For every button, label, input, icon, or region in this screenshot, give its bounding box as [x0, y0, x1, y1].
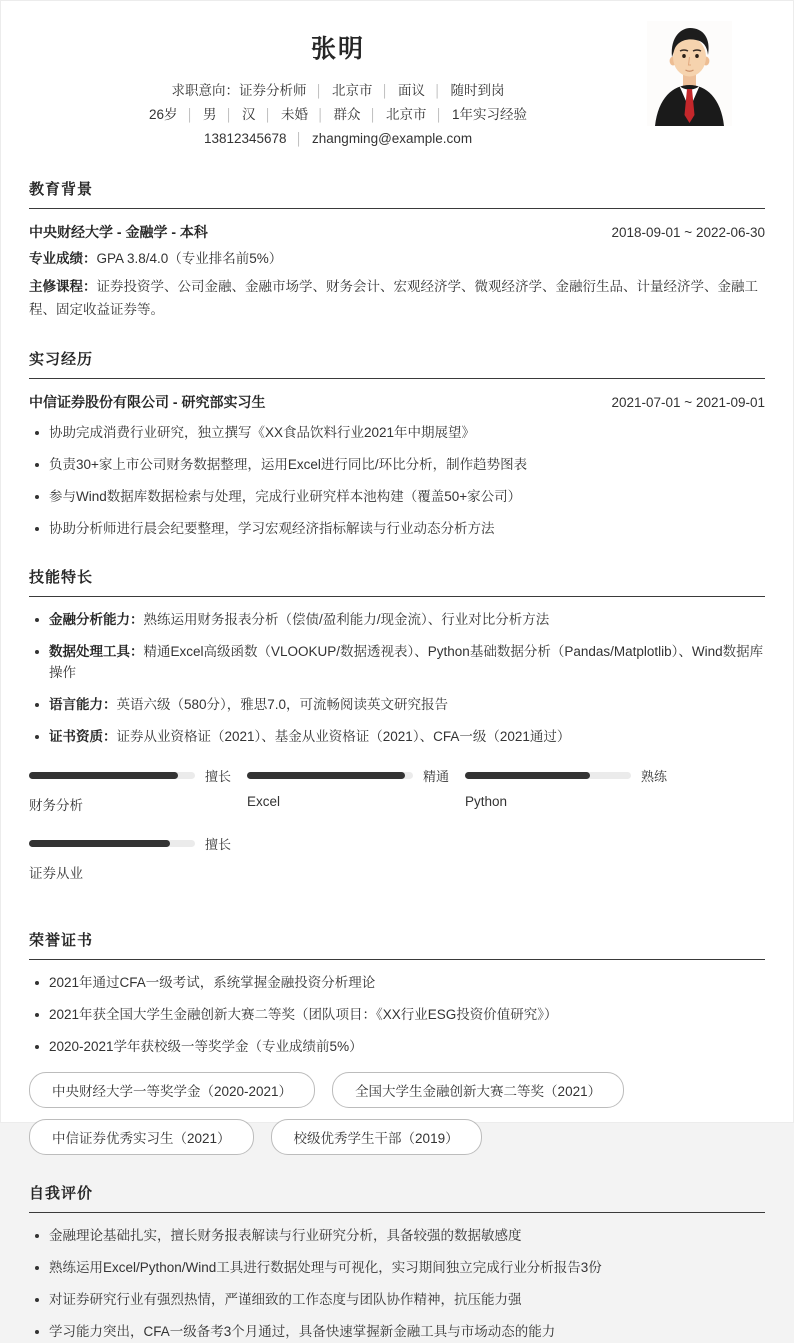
skill-bar-fill — [247, 772, 405, 779]
education-date-range: 2018-09-01 ~ 2022-06-30 — [611, 225, 765, 240]
skill-label: 语言能力： — [49, 697, 117, 713]
info-item: 北京市 — [386, 107, 427, 122]
skill-value: 精通Excel高级函数（VLOOKUP/数据透视表）、Python基础数据分析（Pandas/Matplotlib）、Wind数据库操作 — [49, 644, 764, 681]
section-title-skills: 技能特长 — [29, 566, 765, 597]
skill-value: 证券从业资格证（2021）、基金从业资格证（2021）、CFA一级（2021通过） — [116, 729, 571, 745]
separator: │ — [315, 84, 323, 98]
separator: │ — [317, 108, 325, 122]
intent-item: 证券分析师 — [239, 83, 307, 98]
honor-tag: 校级优秀学生干部（2019） — [271, 1119, 482, 1155]
skill-level-label: 熟练 — [641, 769, 668, 785]
skill-name: 财务分析 — [29, 798, 83, 814]
skill-value: 熟练运用财务报表分析（偿债/盈利能力/现金流）、行业对比分析方法 — [143, 612, 550, 628]
section-self-evaluation — [29, 1182, 765, 1343]
info-item: 26岁 — [148, 107, 178, 122]
intent-item: 随时到岗 — [450, 83, 505, 98]
header-text-block — [29, 21, 647, 151]
info-item: 未婚 — [281, 107, 308, 122]
honor-tag: 中央财经大学一等奖学金（2020-2021） — [29, 1072, 315, 1108]
list-item: 金融理论基础扎实，擅长财务报表解读与行业研究分析，具备较强的数据敏感度 — [29, 1226, 765, 1247]
skill-bar-track — [29, 840, 195, 847]
list-item: 学习能力突出，CFA一级备考3个月通过，具备快速掌握新金融工具与市场动态的能力 — [29, 1322, 765, 1343]
honors-bullet-list — [29, 973, 765, 1058]
profile-photo — [647, 21, 732, 126]
section-title-education: 教育背景 — [29, 178, 765, 209]
honor-tag: 中信证券优秀实习生（2021） — [29, 1119, 254, 1155]
skill-bar-finance — [29, 766, 247, 814]
list-item — [29, 610, 765, 631]
internship-headline: 中信证券股份有限公司 - 研究部实习生 — [29, 393, 266, 410]
list-item: 熟练运用Excel/Python/Wind工具进行数据处理与可视化，实习期间独立完成行业分析报告3份 — [29, 1258, 765, 1279]
skill-value: 英语六级（580分），雅思7.0，可流畅阅读英文研究报告 — [116, 697, 449, 713]
section-skills — [29, 566, 765, 902]
internship-date-range: 2021-07-01 ~ 2021-09-01 — [611, 394, 765, 410]
separator: │ — [295, 132, 304, 146]
separator: │ — [225, 108, 233, 122]
skill-label: 金融分析能力： — [49, 612, 144, 628]
skill-label: 数据处理工具： — [49, 644, 144, 660]
skill-level-label: 精通 — [423, 769, 450, 785]
section-internship — [29, 348, 765, 540]
list-item: 协助完成消费行业研究，独立撰写《XX食品饮料行业2021年中期展望》 — [29, 423, 765, 444]
skills-bullet-list — [29, 610, 765, 748]
skill-bar-track — [465, 772, 631, 779]
education-gpa-row — [29, 248, 765, 270]
skill-bar-fill — [29, 840, 170, 847]
honor-tag: 全国大学生金融创新大赛二等奖（2021） — [332, 1072, 624, 1108]
separator: │ — [381, 84, 389, 98]
separator: │ — [264, 108, 272, 122]
skill-bar-fill — [29, 772, 178, 779]
info-item: 男 — [203, 107, 217, 122]
intent-item: 北京市 — [332, 83, 373, 98]
info-item: 1年实习经验 — [452, 107, 528, 122]
intent-label: 求职意向： — [171, 83, 239, 98]
section-title-internship: 实习经历 — [29, 348, 765, 379]
education-row-value: GPA 3.8/4.0（专业排名前5%） — [96, 251, 283, 266]
skill-bar-track — [29, 772, 195, 779]
intent-item: 面议 — [398, 83, 425, 98]
separator: │ — [186, 108, 194, 122]
skill-label: 证书资质： — [49, 729, 117, 745]
education-headline: 中央财经大学 - 金融学 - 本科 — [29, 224, 208, 240]
resume-header — [29, 21, 765, 151]
skill-bars — [29, 766, 765, 902]
section-title-self-evaluation: 自我评价 — [29, 1182, 765, 1213]
skill-name: 证券从业 — [29, 866, 83, 882]
skill-name: Python — [465, 794, 508, 810]
skill-bar-track — [247, 772, 413, 779]
self-evaluation-bullet-list — [29, 1226, 765, 1343]
info-item: 汉 — [242, 107, 256, 122]
skill-bar-python — [465, 766, 683, 814]
skill-bar-fill — [465, 772, 590, 779]
honor-tag-list — [29, 1072, 765, 1155]
list-item: 对证券研究行业有强烈热情，严谨细致的工作态度与团队协作精神，抗压能力强 — [29, 1290, 765, 1311]
education-row-label: 主修课程： — [29, 279, 97, 295]
skill-level-label: 擅长 — [205, 769, 232, 785]
personal-info-line — [29, 103, 647, 127]
phone-number: 13812345678 — [203, 131, 287, 146]
list-item: 2021年通过CFA一级考试，系统掌握金融投资分析理论 — [29, 973, 765, 994]
info-item: 群众 — [333, 107, 361, 122]
contact-line — [29, 127, 647, 151]
list-item — [29, 695, 765, 716]
list-item: 2021年获全国大学生金融创新大赛二等奖（团队项目：《XX行业ESG投资价值研究》） — [29, 1005, 765, 1026]
skill-name: Excel — [247, 794, 281, 810]
education-row-value: 证券投资学、公司金融、金融市场学、财务会计、宏观经济学、微观经济学、金融衍生品、计量经济学、金融工程、固定收益证券等。 — [29, 279, 758, 317]
email-address: zhangming@example.com — [312, 131, 473, 146]
skill-bar-securities — [29, 834, 247, 882]
education-courses-row — [29, 276, 765, 321]
list-item: 负责30+家上市公司财务数据整理，运用Excel进行同比/环比分析，制作趋势图表 — [29, 455, 765, 476]
list-item: 参与Wind数据库数据检索与处理，完成行业研究样本池构建（覆盖50+家公司） — [29, 487, 765, 508]
list-item — [29, 727, 765, 748]
list-item — [29, 642, 765, 684]
section-education — [29, 178, 765, 321]
list-item: 协助分析师进行晨会纪要整理，学习宏观经济指标解读与行业动态分析方法 — [29, 519, 765, 540]
candidate-name: 张明 — [310, 35, 365, 63]
job-intent-line — [29, 79, 647, 103]
separator: │ — [369, 108, 377, 122]
skill-bar-excel — [247, 766, 465, 814]
list-item: 2020-2021学年获校级一等奖学金（专业成绩前5%） — [29, 1037, 765, 1058]
internship-bullet-list — [29, 423, 765, 540]
education-row-label: 专业成绩： — [29, 251, 97, 266]
skill-level-label: 擅长 — [205, 837, 232, 853]
separator: │ — [435, 108, 443, 122]
section-honors — [29, 929, 765, 1155]
section-title-honors: 荣誉证书 — [29, 929, 765, 960]
separator: │ — [434, 84, 442, 98]
